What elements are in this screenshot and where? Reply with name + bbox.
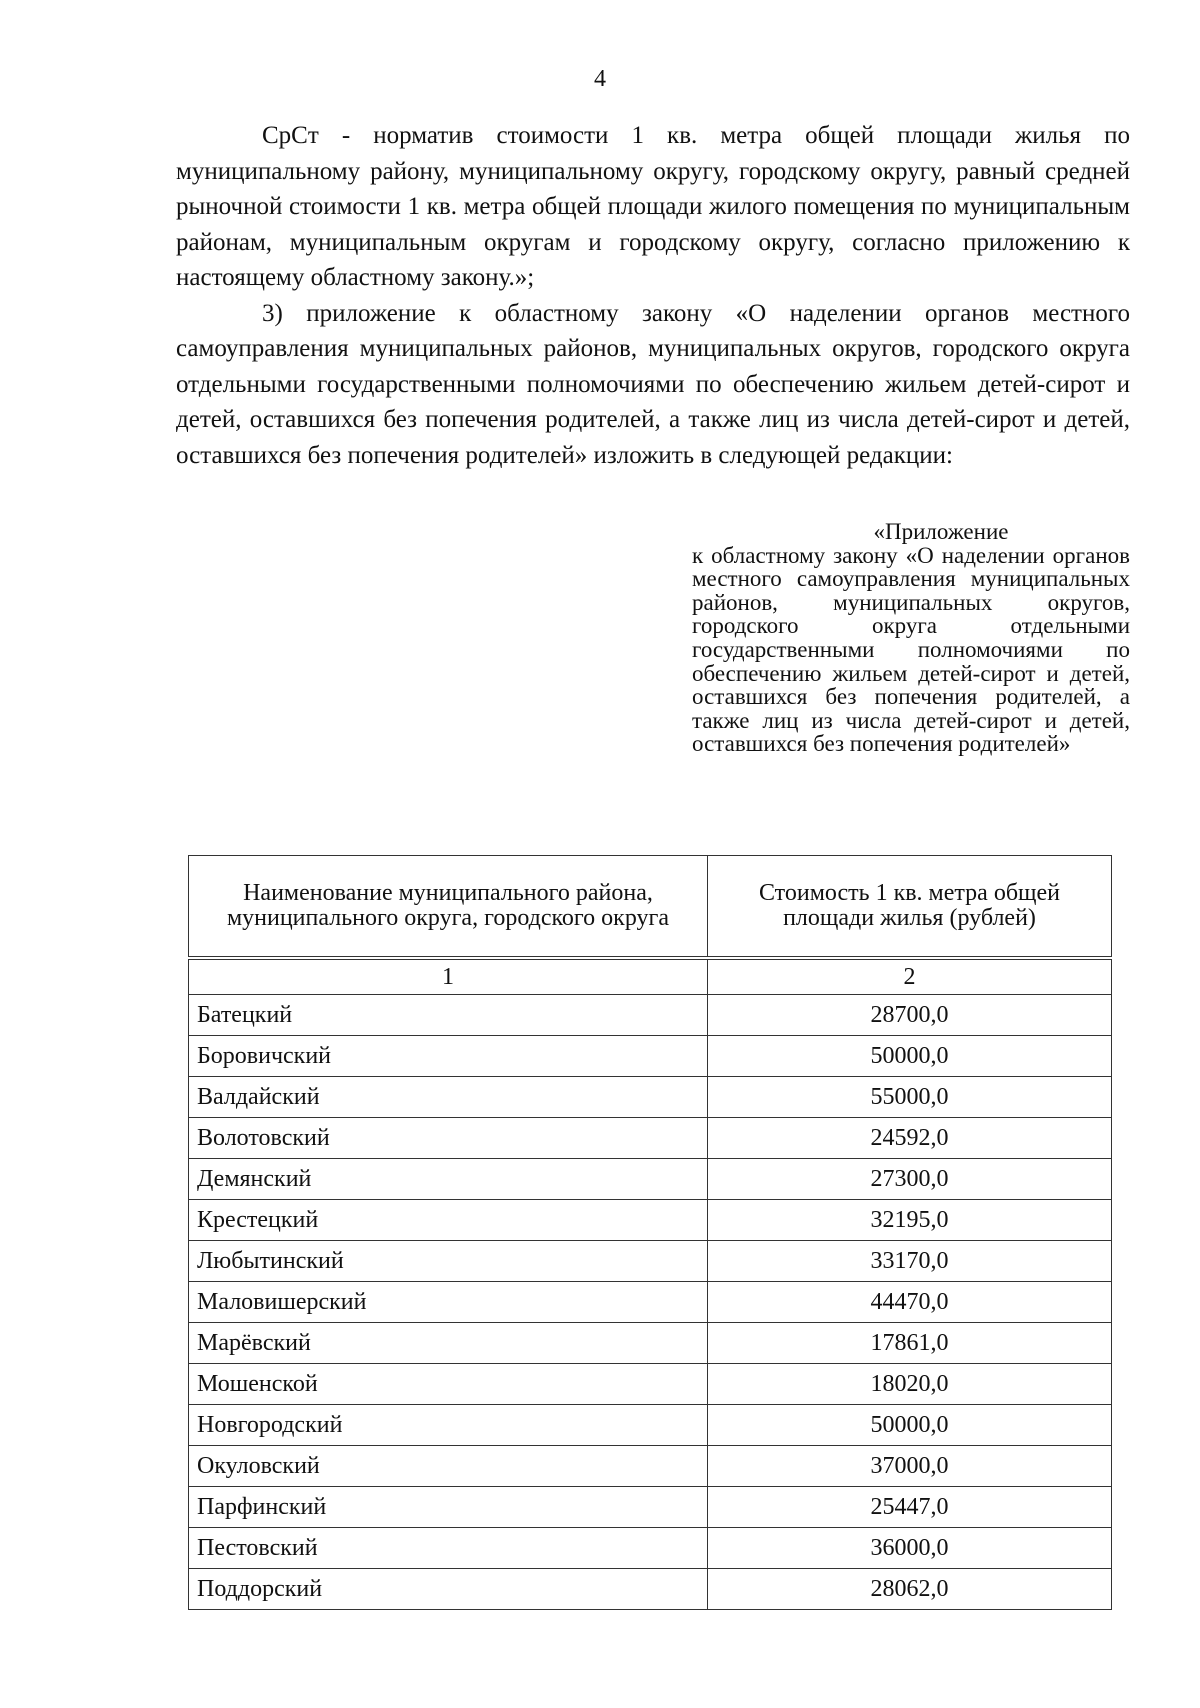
district-name: Демянский xyxy=(189,1159,708,1200)
header-district: Наименование муниципального района, муниципального округа, городского округа xyxy=(189,856,708,959)
district-name: Окуловский xyxy=(189,1446,708,1487)
appendix-title: «Приложение xyxy=(873,519,1009,544)
table-row xyxy=(189,1569,1112,1610)
table-row xyxy=(189,1364,1112,1405)
table-row xyxy=(189,1118,1112,1159)
cost-value: 27300,0 xyxy=(708,1159,1112,1200)
cost-value: 37000,0 xyxy=(708,1446,1112,1487)
district-name: Крестецкий xyxy=(189,1200,708,1241)
district-name: Боровичский xyxy=(189,1036,708,1077)
appendix-reference: к областному закону «О наделении органов местного самоуправления муниципальных районов, муниципальных округов, городского округа отдельными государственными полномочиями по обеспечению жильем детей-сирот и детей, оставшихся без попечения родителей, а также лиц из числа детей-сирот и детей, оставшихся без попечения родителей» xyxy=(692,542,1130,757)
district-name: Батецкий xyxy=(189,995,708,1036)
cost-value: 36000,0 xyxy=(708,1528,1112,1569)
column-number-2: 2 xyxy=(708,958,1112,995)
district-name: Мошенской xyxy=(189,1364,708,1405)
cost-value: 50000,0 xyxy=(708,1036,1112,1077)
paragraph-amendment-3: 3) приложение к областному закону «О наделении органов местного самоуправления муниципальных районов, муниципальных округов, городского округа отдельными государственными полномочиями по обеспечению жильем детей-сирот и детей, оставшихся без попечения родителей, а также лиц из числа детей-сирот и детей, оставшихся без попечения родителей» изложить в следующей редакции: xyxy=(176,299,1130,469)
district-name: Волотовский xyxy=(189,1118,708,1159)
cost-value: 28062,0 xyxy=(708,1569,1112,1610)
table-row xyxy=(189,1446,1112,1487)
paragraph-formula-definition: CрCт - норматив стоимости 1 кв. метра общей площади жилья по муниципальному району, муниципальному округу, городскому округу, равный средней рыночной стоимости 1 кв. метра общей площади жилого помещения по муниципальным районам, муниципальным округам и городскому округу, согласно приложению к настоящему областному закону.»; xyxy=(176,122,1130,291)
cost-value: 55000,0 xyxy=(708,1077,1112,1118)
cost-value: 44470,0 xyxy=(708,1282,1112,1323)
cost-value: 18020,0 xyxy=(708,1364,1112,1405)
cost-value: 32195,0 xyxy=(708,1200,1112,1241)
district-name: Пестовский xyxy=(189,1528,708,1569)
table-row xyxy=(189,1282,1112,1323)
table-row xyxy=(189,1487,1112,1528)
appendix-heading xyxy=(692,520,1130,756)
cost-value: 25447,0 xyxy=(708,1487,1112,1528)
housing-cost-table xyxy=(188,855,1112,1610)
table-row xyxy=(189,1036,1112,1077)
table-row xyxy=(189,1200,1112,1241)
page-number: 4 xyxy=(594,66,606,92)
cost-value: 24592,0 xyxy=(708,1118,1112,1159)
cost-value: 50000,0 xyxy=(708,1405,1112,1446)
table-row xyxy=(189,1077,1112,1118)
district-name: Новгородский xyxy=(189,1405,708,1446)
table-row xyxy=(189,1528,1112,1569)
district-name: Марёвский xyxy=(189,1323,708,1364)
district-name: Валдайский xyxy=(189,1077,708,1118)
table-row xyxy=(189,1405,1112,1446)
cost-value: 33170,0 xyxy=(708,1241,1112,1282)
table-row xyxy=(189,995,1112,1036)
cost-value: 17861,0 xyxy=(708,1323,1112,1364)
district-name: Маловишерский xyxy=(189,1282,708,1323)
district-name: Любытинский xyxy=(189,1241,708,1282)
header-cost: Стоимость 1 кв. метра общей площади жилья (рублей) xyxy=(708,856,1112,959)
district-name: Поддорский xyxy=(189,1569,708,1610)
column-number-1: 1 xyxy=(189,958,708,995)
table-row xyxy=(189,1159,1112,1200)
table-row xyxy=(189,1241,1112,1282)
cost-value: 28700,0 xyxy=(708,995,1112,1036)
district-name: Парфинский xyxy=(189,1487,708,1528)
table-row xyxy=(189,1323,1112,1364)
body-text xyxy=(176,118,1130,473)
